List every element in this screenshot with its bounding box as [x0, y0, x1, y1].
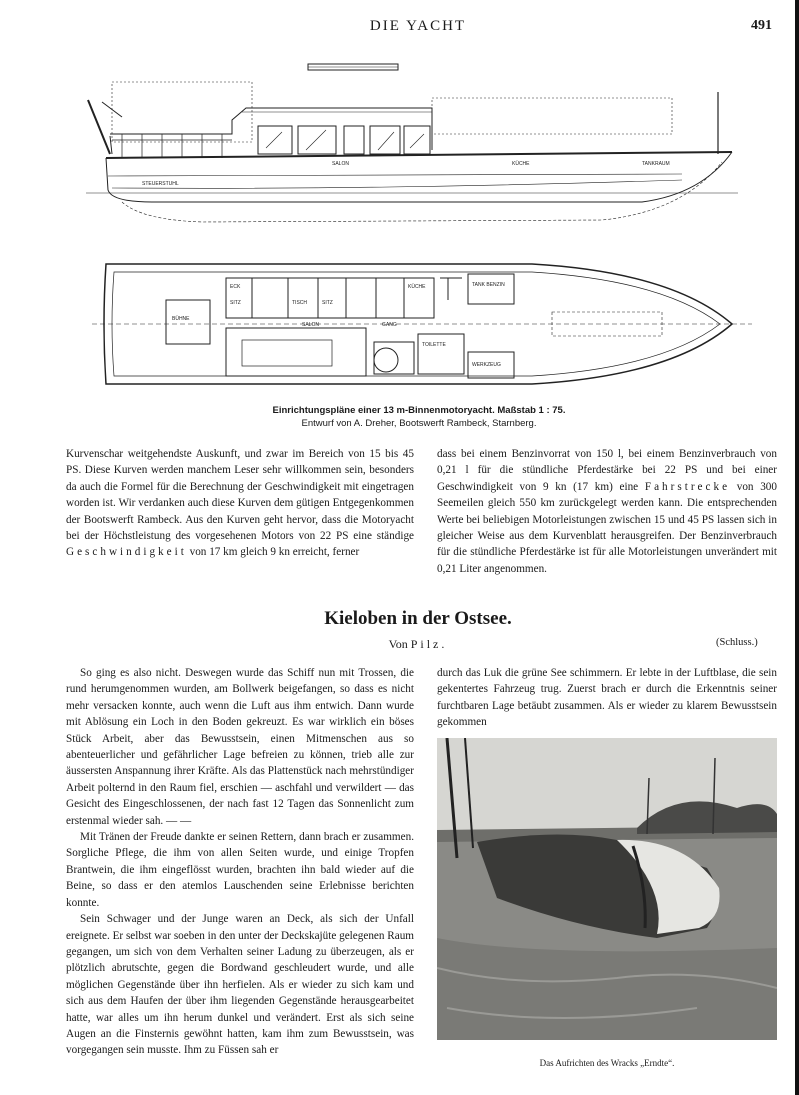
- label-side-salon: SALON: [332, 161, 349, 167]
- plan-label-toilette: TOILETTE: [422, 342, 446, 348]
- running-header: DIE YACHT: [369, 18, 467, 34]
- prev-article-column-right: [437, 446, 777, 577]
- article-paragraph: Mit Tränen der Freude dankte er seinen Rettern, dann brach er zusammen. Sorgliche Pflege, die ihm von allen Seiten wurde, und einige Tropfen Brantwein, die ihm eingeflösst wurden, brachten ihn bald wieder auf die Beine, so dass er den atemlos Lauschenden seine Erlebnisse berichten konnte.: [66, 831, 414, 909]
- text-run: von 300 Seemeilen gleich 550 km zurückgelegt werden kann. Die entsprechenden Werte bei beliebigen Motorleistungen zwischen 15 und 45 PS lassen sich in gleicher Weise aus dem Kurvenblatt herausgreifen. Der Benzinverbrauch für die stündliche Pferdestärke ist für alle Motorleistungen unverändert mit 0,21 Liter angenommen.: [437, 480, 777, 575]
- photo-caption: Das Aufrichten des Wracks „Erndte“.: [539, 1058, 675, 1068]
- plan-label-kueche: KÜCHE: [408, 284, 426, 290]
- page-edge-line: [795, 0, 799, 1095]
- label-side-kueche: KÜCHE: [512, 161, 530, 167]
- figure-caption-line-1: [204, 404, 634, 417]
- prev-article-paragraph-right: [437, 446, 777, 577]
- yacht-plan-view-drawing: [92, 256, 752, 392]
- yacht-side-elevation-drawing: [82, 62, 742, 232]
- plan-label-gang: GANG: [382, 322, 397, 328]
- plan-label-salon: SALON: [302, 322, 319, 328]
- figure-caption: [204, 404, 634, 430]
- text-run: Kurvenschar weitgehendste Auskunft, und zwar im Bereich von 15 bis 45 PS. Diese Kurven werden manchem Leser sehr willkommen sein, besonders da auch die Formel für die Berechnung der Geschwindigkeit mit eingetragen worden ist. Wir verdanken auch diese Kurven dem gütigen Entgegenkommen der Bootswerft Rambeck. Aus den Kurven geht hervor, dass die Motoryacht bei der Höchstleistung des vorgesehenen Motors von 22 PS eine ständige: [66, 448, 414, 543]
- article-column-left: [66, 665, 414, 1059]
- emphasized-term: Fahrstrecke: [644, 480, 731, 493]
- wreck-photograph: [437, 738, 777, 1040]
- emphasized-term: Geschwindigkeit: [66, 546, 187, 559]
- figure-caption-scale: Maßstab 1 : 75.: [497, 405, 566, 416]
- continuation-note: (Schluss.): [716, 637, 758, 648]
- plan-label-sitz-a: SITZ: [230, 300, 241, 306]
- figure-caption-title: Einrichtungspläne einer 13 m-Binnenmotoryacht.: [272, 405, 495, 416]
- label-tankraum: TANKRAUM: [642, 161, 670, 167]
- page-number: 491: [751, 18, 772, 33]
- author-name: Pilz.: [410, 637, 448, 651]
- text-run: dass bei einem Benzinvorrat von 150 l, bei einem Benzinverbrauch von 0,21 l für die stündliche Pferdestärke bei 22 PS und bei einer Geschwindigkeit von 9 kn (17 km) eine: [437, 448, 777, 493]
- label-steuerstuhl: STEUERSTUHL: [142, 181, 179, 187]
- text-run: von 17 km gleich 9 kn erreicht, ferner: [186, 546, 360, 559]
- article-byline: [0, 637, 799, 652]
- article-paragraph: Sein Schwager und der Junge waren an Deck, als sich der Unfall ereignete. Er selbst war soeben in den unter der Deckskajüte gelegenen Raum gegangen, um sich von dem Verhalten seiner Ladung zu überzeugen, als er plötzlich abrutschte, gegen die Bordwand geschleudert wurde, und alle möglichen Gegenstände über ihn herfielen. Als er wieder zu sich kam und sich aus dem Haufen der über ihm liegenden Gegenstände herausgearbeitet hatte, war alles um ihn herum dunkel und verändert. Erst als sich seine Augen an die Finsternis gewöhnt hatten, kam ihm zum Bewusstsein, was vorgegangen sein musste. Ihm zu Füssen sah er: [66, 913, 414, 1057]
- prev-article-paragraph-left: [66, 446, 414, 561]
- article-paragraph: So ging es also nicht. Deswegen wurde das Schiff nun mit Trossen, die rund herumgenommen wurden, am Bollwerk beigefangen, so dass es nicht mehr versacken konnte, auch wenn die Luft aus ihm entwich. Dann wurde mit Ablösung ein Loch in den Boden gekreuzt. Es war wirklich ein böses Stück Arbeit, aber das Bewusstsein, einen Mitmenschen aus so abenteuerlicher und gefährlicher Lage befreien zu können, trieb alle zur äussersten Anspannung ihrer Kräfte. Als das Plattenstück nach mehrstündiger Arbeit polternd in den Raum fiel, erschien — aschfahl und verwildert — das Gesicht des Eingeschlossenen, der nach fast 12 Tagen das Sonnenlicht zum erstenmal wieder sah. — —: [66, 667, 414, 827]
- plan-label-heck: BÜHNE: [172, 316, 190, 322]
- plan-label-sitz-b: SITZ: [322, 300, 333, 306]
- article-column-right: [437, 665, 777, 731]
- article-paragraph: durch das Luk die grüne See schimmern. Er lebte in der Luftblase, die sein gekentertes Fahrzeug trug. Zuerst brach er durch die Erkenntnis seiner furchtbaren Lage betäubt zusammen. Als er wieder zu klarem Bewusstsein gekommen: [437, 667, 777, 729]
- plan-label-eck: ECK: [230, 284, 241, 290]
- article-title: Kieloben in der Ostsee.: [324, 608, 512, 629]
- byline-prefix: Von: [388, 637, 411, 651]
- figure-caption-credit: Entwurf von A. Dreher, Bootswerft Rambeck, Starnberg.: [301, 418, 537, 429]
- plan-label-tisch: TISCH: [292, 300, 307, 306]
- prev-article-column-left: [66, 446, 414, 561]
- plan-label-werkzeug: WERKZEUG: [472, 362, 501, 368]
- plan-label-benzin: TANK BENZIN: [472, 282, 505, 288]
